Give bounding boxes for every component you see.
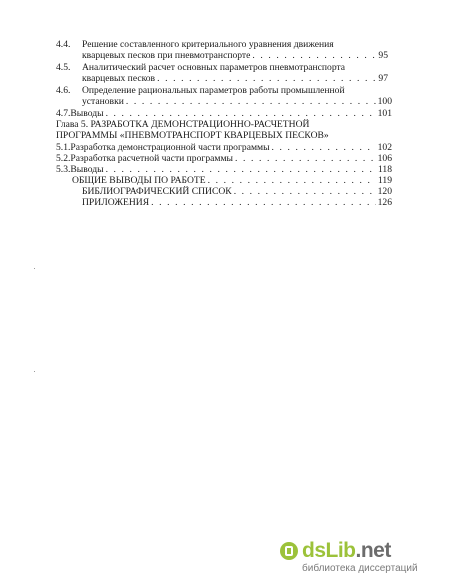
toc-entry-title: Определение рациональных параметров работы промышленной <box>82 85 345 96</box>
toc-entry-5-2 <box>56 153 392 164</box>
toc-entry-title: Решение составленного критериального уравнения движения <box>82 39 334 50</box>
toc-entry-number: 4.5. <box>56 62 71 73</box>
toc-entry-4-5-cont <box>82 73 388 84</box>
chapter-5-heading-line1: Глава 5. РАЗРАБОТКА ДЕМОНСТРАЦИОННО-РАСЧЕТНОЙ <box>56 119 310 130</box>
toc-entry-number: 4.7. <box>56 108 71 119</box>
toc-page-number: 126 <box>377 197 392 208</box>
toc-entry-4-6 <box>56 85 420 96</box>
toc-entry-title-cont: кварцевых песков <box>82 73 156 84</box>
toc-leader-dots <box>151 197 376 208</box>
toc-leader-dots <box>106 164 376 175</box>
chapter-5-heading-line2: ПРОГРАММЫ «ПНЕВМОТРАНСПОРТ КВАРЦЕВЫХ ПЕСКОВ» <box>56 130 329 141</box>
dslib-logo: dsLib.net <box>302 539 391 562</box>
toc-entry-bibliography <box>82 186 392 197</box>
toc-entry-title-cont: кварцевых песков при пневмотранспорте <box>82 50 251 61</box>
toc-entry-title: ОБЩИЕ ВЫВОДЫ ПО РАБОТЕ <box>72 175 206 186</box>
toc-entry-4-4-cont <box>82 50 388 61</box>
toc-entry-appendices <box>82 197 392 208</box>
toc-page-number: 95 <box>378 50 388 61</box>
toc-leader-dots <box>272 142 376 153</box>
scan-speck <box>34 371 35 372</box>
toc-entry-4-5 <box>56 62 420 73</box>
toc-leader-dots <box>252 50 376 61</box>
toc-leader-dots <box>126 96 376 107</box>
toc-entry-4-4 <box>56 39 420 50</box>
toc-leader-dots <box>157 73 376 84</box>
toc-entry-title: Разработка демонстрационной части программы <box>70 142 270 153</box>
toc-page-number: 118 <box>377 164 392 175</box>
toc-entry-title: Выводы <box>70 164 104 175</box>
toc-entry-title: БИБЛИОГРАФИЧЕСКИЙ СПИСОК <box>82 186 232 197</box>
toc-page-number: 120 <box>377 186 392 197</box>
dslib-watermark <box>302 540 442 575</box>
toc-entry-4-6-cont <box>82 96 392 107</box>
dslib-logo-icon <box>280 542 298 560</box>
toc-page-number: 97 <box>378 73 388 84</box>
toc-entry-title: Выводы <box>70 108 104 119</box>
toc-page-number: 119 <box>377 175 392 186</box>
toc-entry-title: ПРИЛОЖЕНИЯ <box>82 197 150 208</box>
toc-entry-number: 4.6. <box>56 85 71 96</box>
toc-entry-4-7 <box>56 108 392 119</box>
toc-page-number: 106 <box>377 153 392 164</box>
toc-leader-dots <box>234 186 376 197</box>
toc-entry-5-1 <box>56 142 392 153</box>
toc-entry-general-conclusions <box>72 175 392 186</box>
toc-entry-number: 5.1. <box>56 142 71 153</box>
toc-entry-title-cont: установки <box>82 96 124 107</box>
toc-entry-number: 4.4. <box>56 39 71 50</box>
toc-entry-5-3 <box>56 164 392 175</box>
dslib-tagline: библиотека диссертаций <box>302 563 418 574</box>
toc-entry-number: 5.2. <box>56 153 71 164</box>
toc-page-number: 100 <box>377 96 392 107</box>
toc-leader-dots <box>106 108 376 119</box>
toc-page-number: 102 <box>377 142 392 153</box>
toc-entry-title: Аналитический расчет основных параметров пневмотранспорта <box>82 62 346 73</box>
toc-leader-dots <box>208 175 376 186</box>
toc-page-number: 101 <box>377 108 392 119</box>
toc-entry-number: 5.3. <box>56 164 71 175</box>
toc-entry-title: Разработка расчетной части программы <box>70 153 233 164</box>
scan-speck <box>34 268 35 269</box>
toc-leader-dots <box>235 153 376 164</box>
